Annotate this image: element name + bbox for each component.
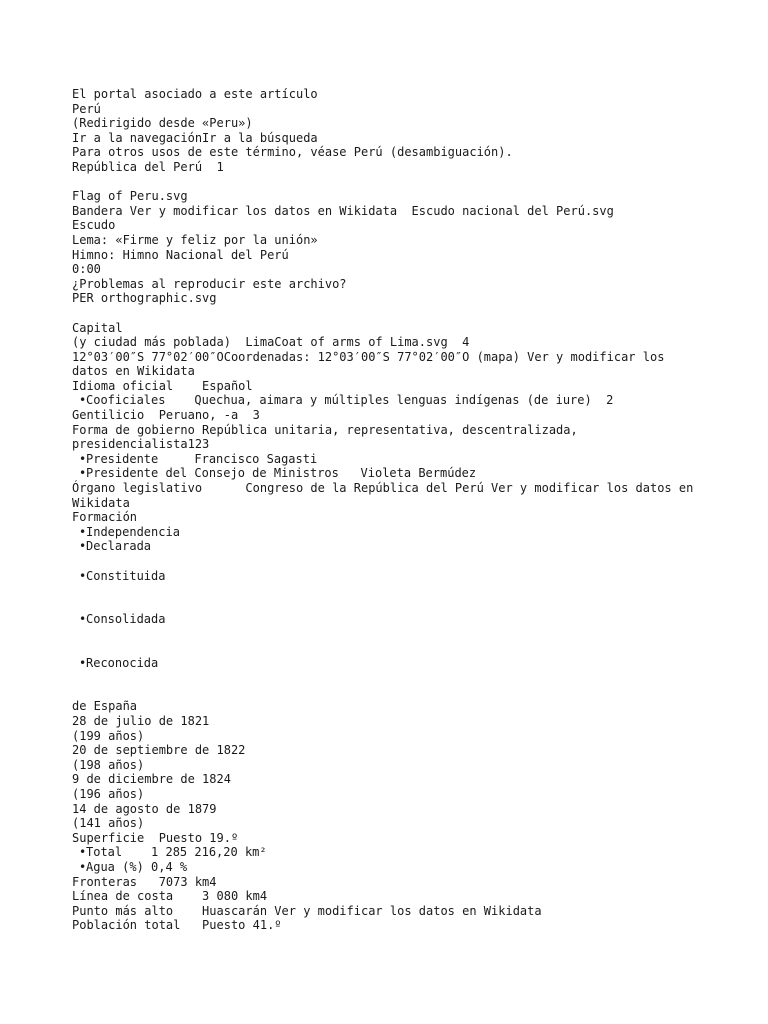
flag-label: Bandera	[72, 203, 130, 218]
spacer	[72, 554, 700, 569]
government-form: Forma de gobierno República unitaria, representativa, descentralizada, presidencialista123	[72, 422, 585, 452]
borders: Fronteras 7073 km4	[72, 874, 217, 889]
legislature[interactable]: Órgano legislativo Congreso de la República del Perú Ver y modificar los datos en Wikidata	[72, 481, 701, 510]
coordinates[interactable]: 12°03′00″S 77°02′00″OCoordenadas: 12°03′00″S 77°02′00″O (mapa) Ver y modificar los datos en Wikidata	[72, 349, 672, 379]
formation-date: 20 de septiembre de 1822	[72, 743, 246, 758]
motto: Lema: «Firme y feliz por la unión»	[72, 232, 318, 247]
area-total: • Total 1 285 216,20 km²	[72, 845, 700, 860]
formation-label: Formación	[72, 510, 138, 525]
area-water: • Agua (%) 0,4 %	[72, 860, 700, 875]
formation-age: (196 años)	[72, 786, 145, 801]
anthem[interactable]: Himno: Himno Nacional del Perú	[72, 247, 289, 262]
formation-item: • Constituida	[72, 569, 700, 584]
co-official-languages: • Cooficiales Quechua, aimara y múltiples lenguas indígenas (de iure) 2	[72, 393, 700, 408]
spacer	[72, 583, 700, 612]
coat-of-arms-label: Escudo	[72, 218, 116, 233]
demonym: Gentilicio Peruano, -a 3	[72, 408, 260, 423]
formation-item: • Declarada	[72, 539, 700, 554]
spacer	[72, 306, 700, 321]
spacer	[72, 670, 700, 699]
formation-date: 9 de diciembre de 1824	[72, 772, 231, 787]
independence-from: de España	[72, 699, 138, 714]
skip-to-search-link[interactable]: Ir a la búsqueda	[202, 130, 318, 145]
capital-value[interactable]: (y ciudad más poblada) LimaCoat of arms of Lima.svg 4	[72, 335, 470, 350]
area: Superficie Puesto 19.º	[72, 830, 239, 845]
official-language: Idioma oficial Español	[72, 378, 253, 393]
page-title: Perú	[72, 101, 101, 116]
formation-item: • Consolidada	[72, 612, 700, 627]
coastline: Línea de costa 3 080 km4	[72, 889, 268, 904]
portal-note: El portal asociado a este artículo	[72, 87, 318, 101]
formation-date: 14 de agosto de 1879	[72, 801, 217, 816]
formation-item: • Reconocida	[72, 656, 700, 671]
highest-point[interactable]: Punto más alto Huascarán Ver y modificar los datos en Wikidata	[72, 903, 542, 918]
capital-label: Capital	[72, 320, 123, 335]
redirect-note: (Redirigido desde «Peru»)	[72, 116, 253, 131]
formation-date: 28 de julio de 1821	[72, 713, 210, 728]
wikidata-edit-link[interactable]: Ver y modificar los datos en Wikidata	[129, 203, 398, 218]
flag-image-alt[interactable]: Flag of Peru.svg	[72, 189, 188, 204]
flag-and-coat-row	[72, 204, 700, 219]
formation-age: (141 años)	[72, 816, 145, 831]
disambiguation-note: Para otros usos de este término, véase Perú (desambiguación).	[72, 145, 513, 160]
spacer	[72, 627, 700, 656]
formation-age: (198 años)	[72, 757, 145, 772]
audio-time[interactable]: 0:00	[72, 262, 101, 277]
coat-of-arms-image-alt[interactable]: Escudo nacional del Perú.svg	[397, 203, 614, 218]
formation-item: • Independencia	[72, 525, 700, 540]
map-image-alt[interactable]: PER orthographic.svg	[72, 291, 217, 306]
audio-help-link[interactable]: ¿Problemas al reproducir este archivo?	[72, 276, 347, 291]
skip-links	[72, 131, 700, 146]
council-president[interactable]: • Presidente del Consejo de Ministros Violeta Bermúdez	[72, 466, 700, 481]
official-name: República del Perú 1	[72, 159, 224, 174]
spacer	[72, 175, 700, 190]
population-total: Población total Puesto 41.º	[72, 918, 282, 933]
skip-to-navigation-link[interactable]: Ir a la navegación	[72, 130, 203, 145]
article-body	[72, 87, 700, 933]
formation-age: (199 años)	[72, 728, 145, 743]
president[interactable]: • Presidente Francisco Sagasti	[72, 452, 700, 467]
